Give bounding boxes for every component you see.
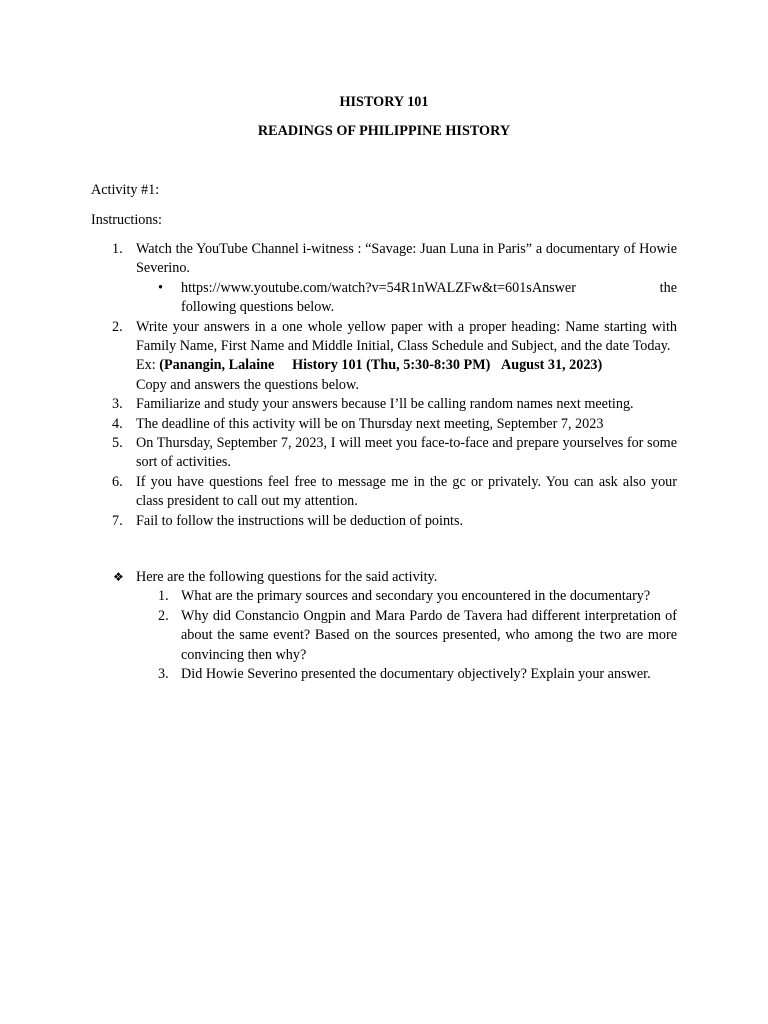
question-number: 1.: [158, 588, 169, 605]
question-number: 2.: [158, 607, 169, 624]
item-text: On Thursday, September 7, 2023, I will meet you face-to-face and prepare yourselves for some sort of activities.: [136, 435, 677, 471]
item-number: 7.: [112, 512, 123, 529]
item-text: Watch the YouTube Channel i-witness : “Savage: Juan Luna in Paris” a documentary of Howie Severino.: [136, 241, 677, 277]
questions-intro: [0, 568, 768, 587]
example-schedule: History 101 (Thu, 5:30-8:30 PM): [292, 357, 491, 374]
example-heading: [136, 356, 677, 375]
instruction-item: [0, 512, 677, 531]
instruction-item: [0, 240, 677, 279]
questions-intro-text: Here are the following questions for the said activity.: [136, 569, 438, 585]
instructions-label: Instructions:: [91, 212, 162, 228]
question-number: 3.: [158, 666, 169, 683]
instruction-item: [0, 434, 677, 473]
item-text: Familiarize and study your answers because I’ll be calling random names next meeting.: [136, 396, 634, 413]
item-text: If you have questions feel free to message me in the gc or privately. You can ask also your class president to call out my attention.: [136, 473, 677, 510]
document-subtitle: READINGS OF PHILIPPINE HISTORY: [257, 123, 511, 139]
instructions-list: [0, 240, 768, 531]
item-number: 1.: [112, 241, 123, 257]
question-item: [0, 587, 677, 606]
item-text: The deadline of this activity will be on Thursday next meeting, September 7, 2023: [136, 415, 604, 432]
instruction-item: [0, 415, 677, 434]
question-item: [0, 665, 677, 684]
item-number: 2.: [112, 318, 123, 335]
example-name: (Panangin, Lalaine: [159, 357, 275, 374]
bullet-tail: the: [659, 279, 677, 296]
instruction-item: [0, 318, 677, 396]
question-text: Did Howie Severino presented the documentary objectively? Explain your answer.: [181, 666, 651, 683]
link-bullet: [0, 279, 677, 318]
question-item: [0, 607, 677, 665]
item-number: 6.: [112, 473, 123, 490]
item-number: 5.: [112, 435, 123, 452]
bullet-icon: •: [158, 279, 163, 296]
instruction-item: [0, 395, 677, 414]
activity-label: Activity #1:: [91, 182, 160, 198]
bullet-line2: following questions below.: [181, 299, 335, 316]
course-title: HISTORY 101: [339, 94, 429, 110]
diamond-bullet-icon: ❖: [113, 570, 124, 584]
question-text: What are the primary sources and secondary you encountered in the documentary?: [181, 588, 651, 605]
question-text: Why did Constancio Ongpin and Mara Pardo de Tavera had different interpretation of about the same event? Based on the sources presented, who among the two are more convincing then why?: [181, 607, 677, 663]
example-prefix: Ex:: [136, 357, 160, 374]
example-date: August 31, 2023): [500, 357, 603, 374]
item-number: 3.: [112, 396, 123, 413]
youtube-link[interactable]: https://www.youtube.com/watch?v=54R1nWALZFw&t=601sAnswer: [181, 279, 576, 296]
item-text: Fail to follow the instructions will be deduction of points.: [136, 512, 464, 529]
item-number: 4.: [112, 415, 123, 432]
example-after: Copy and answers the questions below.: [136, 376, 359, 393]
instruction-item: [0, 473, 677, 512]
item-text: Write your answers in a one whole yellow paper with a proper heading: Name starting with Family Name, First Name and Middle Initial, Class Schedule and Subject, and the date Today.: [136, 318, 677, 355]
questions-section: [0, 568, 768, 684]
